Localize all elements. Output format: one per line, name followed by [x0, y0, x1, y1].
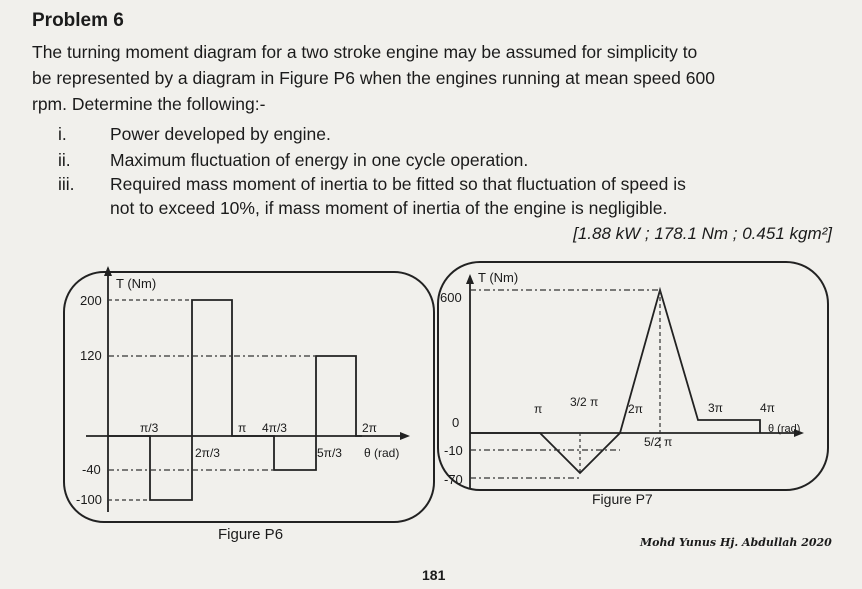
figure-p6-caption: Figure P6: [218, 526, 284, 543]
intro-line-1: The turning moment diagram for a two stroke engine may be assumed for simplicity to: [32, 42, 698, 62]
p6-y-axis-label: T (Nm): [116, 276, 157, 291]
p6-x-label-4pi-3: 4π/3: [262, 421, 287, 435]
item-1-number: i.: [58, 124, 67, 144]
figure-p7-caption: Figure P7: [592, 491, 653, 507]
intro-line-2: be represented by a diagram in Figure P6 when the engines running at mean speed 600: [32, 68, 715, 88]
item-3-text-line-1: Required mass moment of inertia to be fitted so that fluctuation of speed is: [110, 174, 686, 194]
p6-x-axis-label: θ (rad): [364, 446, 400, 460]
p7-y-tick-minus10: -10: [444, 443, 463, 458]
p6-x-label-5pi-3: 5π/3: [317, 446, 342, 460]
p6-y-tick-120: 120: [80, 348, 102, 363]
item-2-number: ii.: [58, 150, 71, 170]
item-3-number: iii.: [58, 174, 75, 194]
p7-y-tick-minus70: -70: [444, 472, 463, 487]
p6-x-label-pi: π: [238, 421, 247, 435]
item-1-text: Power developed by engine.: [110, 124, 331, 144]
item-3-text-line-2: not to exceed 10%, if mass moment of inertia of the engine is negligible.: [110, 198, 668, 218]
p7-x-label-5-2pi: 5/2 π: [644, 435, 673, 449]
answer: [1.88 kW ; 178.1 Nm ; 0.451 kgm²]: [573, 224, 832, 243]
p7-y-tick-600: 600: [440, 290, 462, 305]
p7-x-axis-label: θ (rad): [768, 423, 801, 435]
figure-p6-frame: [64, 272, 434, 522]
p6-y-tick-minus100: -100: [76, 492, 103, 507]
p6-x-label-2pi: 2π: [362, 421, 377, 435]
p7-y-axis-label: T (Nm): [478, 270, 519, 285]
page-number: 181: [422, 567, 446, 583]
author-signature: Mohd Yunus Hj. Abdullah 2020: [640, 536, 832, 549]
p7-y-tick-0: 0: [452, 415, 460, 430]
problem-title: Problem 6: [32, 10, 124, 31]
p6-x-arrow: [400, 432, 410, 440]
intro-line-3: rpm. Determine the following:-: [32, 94, 266, 114]
p7-torque-curve: [470, 290, 760, 473]
p6-y-tick-minus40: -40: [82, 462, 101, 477]
p6-x-label-2pi-3: 2π/3: [195, 446, 220, 460]
item-2-text: Maximum fluctuation of energy in one cycle operation.: [110, 150, 529, 170]
p7-x-label-4pi: 4π: [760, 401, 775, 415]
p7-x-label-3pi: 3π: [708, 401, 723, 415]
p6-y-tick-200: 200: [80, 293, 102, 308]
p7-y-arrow: [466, 274, 474, 284]
figure-p7-frame: [438, 262, 828, 490]
p7-x-label-3-2pi: 3/2 π: [570, 395, 599, 409]
p7-x-label-pi: π: [534, 402, 543, 416]
p6-x-label-pi-3: π/3: [140, 421, 159, 435]
p7-x-label-2pi: 2π: [628, 402, 643, 416]
